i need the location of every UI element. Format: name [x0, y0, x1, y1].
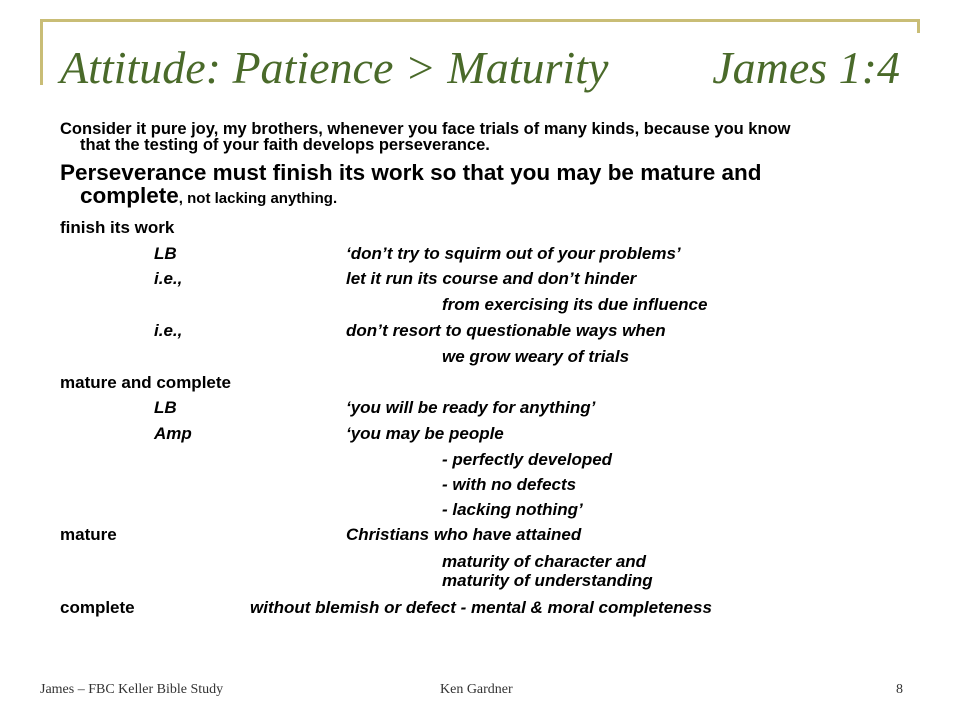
title-main: Attitude: Patience > Maturity: [60, 42, 609, 93]
amp-label: Amp: [154, 424, 192, 443]
amp-text: ‘you may be people: [346, 424, 504, 443]
ie2-label: i.e.,: [154, 321, 183, 340]
complete-text: without blemish or defect - mental & moral completeness: [250, 598, 712, 617]
intro-line-1: Consider it pure joy, my brothers, whenever you face trials of many kinds, because you know: [60, 120, 791, 138]
mature-text-1: Christians who have attained: [346, 525, 582, 544]
mature-text-3: maturity of understanding: [442, 571, 653, 590]
mature-text-2: maturity of character and: [442, 552, 647, 571]
frame-left-rule: [40, 19, 43, 85]
footer-left: James – FBC Keller Bible Study: [40, 682, 224, 697]
ie1-text-2: from exercising its due influence: [442, 295, 708, 314]
verse-line-2: [80, 183, 337, 211]
slide-title: [60, 38, 900, 98]
ie2-text-1: don’t resort to questionable ways when: [346, 321, 666, 340]
mature-label: mature: [60, 525, 117, 544]
verse-complete: complete: [80, 183, 179, 208]
ie1-label: i.e.,: [154, 269, 183, 288]
amp-bullet-1: - perfectly developed: [442, 450, 613, 469]
amp-bullet-2: - with no defects: [442, 475, 577, 494]
lb1-text: ‘don’t try to squirm out of your problems’: [346, 244, 681, 263]
lb2-label: LB: [154, 398, 177, 417]
ie1-text-1: let it run its course and don’t hinder: [346, 269, 637, 288]
ie2-text-2: we grow weary of trials: [442, 347, 630, 366]
verse-not-lacking: , not lacking anything.: [178, 190, 338, 207]
mature-complete-heading: mature and complete: [60, 373, 231, 392]
lb2-text: ‘you will be ready for anything’: [346, 398, 596, 417]
footer-page-number: 8: [896, 682, 903, 697]
lb1-label: LB: [154, 244, 177, 263]
footer-center: Ken Gardner: [440, 682, 513, 697]
intro-line-2: that the testing of your faith develops perseverance.: [80, 136, 490, 154]
title-reference: James 1:4: [712, 42, 900, 93]
frame-top-rule: [40, 19, 920, 22]
verse-line-1: Perseverance must finish its work so that you may be mature and: [60, 160, 762, 185]
finish-heading: finish its work: [60, 218, 175, 237]
frame-right-rule: [917, 19, 920, 33]
complete-label: complete: [60, 598, 135, 617]
amp-bullet-3: - lacking nothing’: [442, 500, 583, 519]
